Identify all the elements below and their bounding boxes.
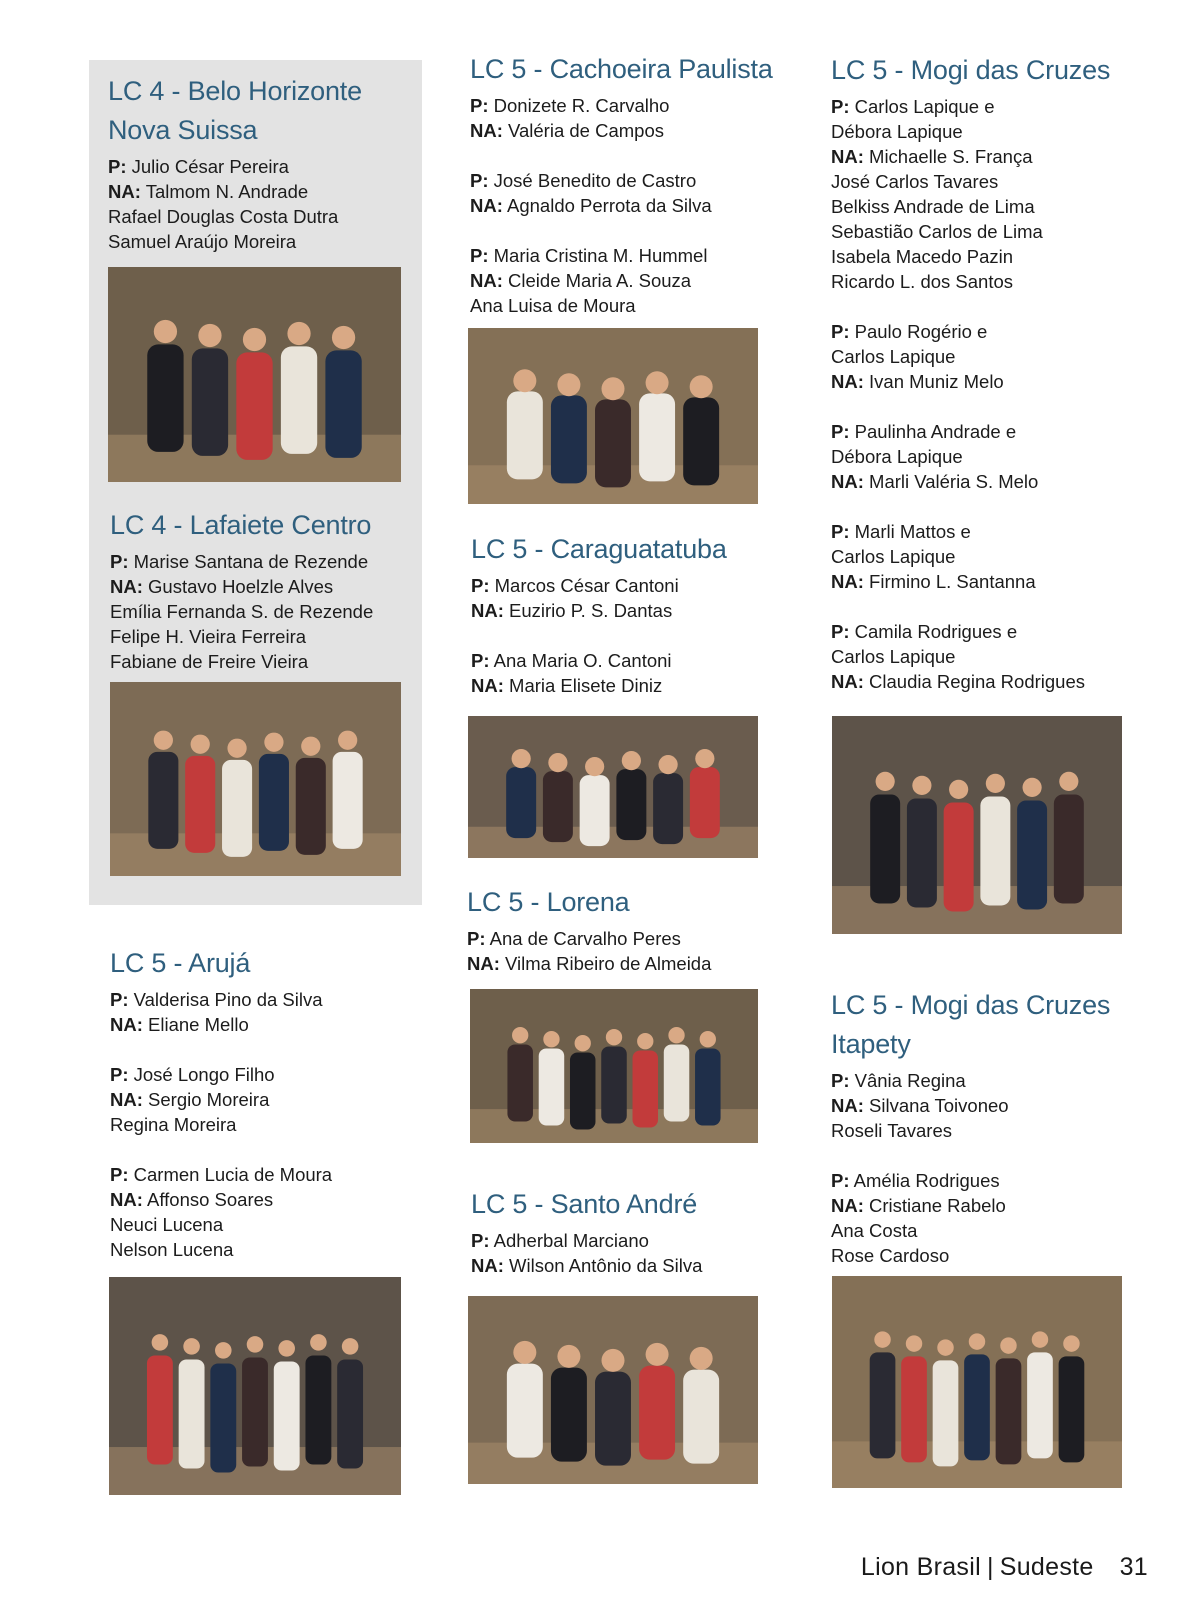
president-name-cont: Débora Lapique [831, 121, 963, 142]
president-label: P: [831, 421, 850, 442]
club-title-line: LC 5 - Cachoeira Paulista [470, 54, 773, 84]
president-label: P: [831, 521, 850, 542]
new-member-line [831, 144, 1151, 169]
president-name: Paulo Rogério e [854, 321, 988, 342]
member-group [831, 94, 1151, 294]
club-santo-andre [471, 1185, 791, 1278]
new-member-line [110, 1012, 410, 1037]
photo-cachoeira-paulista [468, 328, 758, 504]
new-member-label: NA: [831, 1195, 864, 1216]
member-group [110, 987, 410, 1037]
president-name: Julio César Pereira [131, 156, 289, 177]
member-groups [470, 93, 790, 318]
photo-aruja [109, 1277, 401, 1495]
new-member-label: NA: [470, 195, 503, 216]
new-member-line [470, 118, 790, 143]
new-member-line [108, 179, 408, 204]
new-member-name: Valéria de Campos [508, 120, 664, 141]
president-label: P: [467, 928, 486, 949]
member-name: Fabiane de Freire Vieira [110, 651, 309, 672]
president-line [110, 549, 410, 574]
member-group [831, 619, 1151, 694]
president-name: Carlos Lapique e [854, 96, 995, 117]
member-groups [110, 987, 410, 1262]
club-title [108, 72, 408, 150]
club-mogi-das-cruzes [831, 51, 1151, 694]
new-member-name: Maria Elisete Diniz [509, 675, 663, 696]
club-mogi-das-cruzes-itapety [831, 986, 1151, 1268]
new-member-line [471, 673, 791, 698]
new-member-name: Cleide Maria A. Souza [508, 270, 692, 291]
new-member-line [831, 1093, 1151, 1118]
club-title [110, 506, 410, 545]
club-title-line: LC 5 - Santo André [471, 1189, 698, 1219]
member-name: José Carlos Tavares [831, 171, 999, 192]
member-name: Ana Costa [831, 1220, 918, 1241]
president-line [831, 319, 1151, 344]
member-name: Sebastião Carlos de Lima [831, 221, 1043, 242]
new-member-line [470, 268, 790, 293]
president-name-cont: Débora Lapique [831, 446, 963, 467]
president-line [110, 987, 410, 1012]
footer-separator: | [986, 1553, 994, 1581]
member-name: Nelson Lucena [110, 1239, 234, 1260]
new-member-line [467, 951, 787, 976]
new-member-name: Vilma Ribeiro de Almeida [505, 953, 712, 974]
president-name: Ana Maria O. Cantoni [493, 650, 672, 671]
new-member-name: Sergio Moreira [148, 1089, 270, 1110]
new-member-name: Talmom N. Andrade [145, 181, 309, 202]
president-label: P: [831, 96, 850, 117]
new-member-label: NA: [110, 1189, 143, 1210]
president-line [831, 1168, 1151, 1193]
member-name: Samuel Araújo Moreira [108, 231, 297, 252]
president-label: P: [470, 245, 489, 266]
club-aruja [110, 944, 410, 1262]
club-title [831, 51, 1151, 90]
page-footer [861, 1553, 1148, 1582]
member-name: Emília Fernanda S. de Rezende [110, 601, 374, 622]
member-group [831, 419, 1151, 494]
president-name-cont: Carlos Lapique [831, 346, 956, 367]
president-line [831, 1068, 1151, 1093]
new-member-label: NA: [831, 471, 864, 492]
president-name: Donizete R. Carvalho [493, 95, 670, 116]
new-member-label: NA: [471, 675, 504, 696]
president-name: Adherbal Marciano [493, 1230, 649, 1251]
president-name: Vânia Regina [854, 1070, 966, 1091]
new-member-line [831, 1193, 1151, 1218]
member-group [110, 1162, 410, 1262]
member-groups [108, 154, 408, 254]
president-name: Maria Cristina M. Hummel [493, 245, 708, 266]
member-group [470, 168, 790, 218]
new-member-name: Silvana Toivoneo [869, 1095, 1009, 1116]
club-belo-horizonte-nova-suissa [108, 72, 408, 254]
president-name: Amélia Rodrigues [853, 1170, 1000, 1191]
president-label: P: [831, 1170, 850, 1191]
president-label: P: [108, 156, 127, 177]
photo-lorena [470, 989, 758, 1143]
photo-belo-horizonte [108, 267, 401, 482]
new-member-label: NA: [467, 953, 500, 974]
club-title-line: Nova Suissa [108, 115, 258, 145]
photo-mogi-das-cruzes [832, 716, 1122, 934]
publication-name: Lion Brasil [860, 1553, 981, 1581]
new-member-label: NA: [470, 120, 503, 141]
president-line [471, 648, 791, 673]
new-member-label: NA: [470, 270, 503, 291]
new-member-name: Firmino L. Santanna [869, 571, 1036, 592]
member-groups [471, 1228, 791, 1278]
president-name: Camila Rodrigues e [854, 621, 1018, 642]
member-name: Ricardo L. dos Santos [831, 271, 1014, 292]
new-member-name: Marli Valéria S. Melo [869, 471, 1039, 492]
club-title-line: LC 4 - Belo Horizonte [108, 76, 362, 106]
new-member-label: NA: [831, 671, 864, 692]
president-label: P: [831, 621, 850, 642]
president-line [831, 619, 1151, 644]
club-title [831, 986, 1151, 1064]
new-member-label: NA: [471, 600, 504, 621]
member-group [831, 1168, 1151, 1268]
member-group [470, 243, 790, 318]
member-name: Neuci Lucena [110, 1214, 224, 1235]
new-member-label: NA: [831, 371, 864, 392]
president-label: P: [470, 170, 489, 191]
club-title-line: LC 5 - Caraguatatuba [471, 534, 727, 564]
club-title [470, 50, 790, 89]
new-member-line [471, 598, 791, 623]
president-label: P: [471, 1230, 490, 1251]
club-title [110, 944, 410, 983]
photo-caraguatatuba [468, 716, 758, 858]
new-member-line [831, 369, 1151, 394]
new-member-line [831, 669, 1151, 694]
president-label: P: [110, 551, 129, 572]
member-groups [831, 1068, 1151, 1268]
member-groups [467, 926, 787, 976]
new-member-label: NA: [110, 1089, 143, 1110]
club-title-line: LC 4 - Lafaiete Centro [110, 510, 372, 540]
region-name: Sudeste [999, 1553, 1094, 1581]
club-title-line: LC 5 - Mogi das Cruzes [831, 55, 1111, 85]
president-name: Marcos César Cantoni [494, 575, 679, 596]
president-name: Marli Mattos e [854, 521, 971, 542]
member-group [831, 319, 1151, 394]
member-name: Regina Moreira [110, 1114, 237, 1135]
member-groups [110, 549, 410, 674]
photo-santo-andre [468, 1296, 758, 1484]
president-line [831, 419, 1151, 444]
new-member-label: NA: [110, 576, 143, 597]
club-title [471, 1185, 791, 1224]
photo-mogi-itapety [832, 1276, 1122, 1488]
new-member-line [110, 1187, 410, 1212]
new-member-name: Ivan Muniz Melo [869, 371, 1004, 392]
club-caraguatatuba [471, 530, 791, 698]
president-name: Valderisa Pino da Silva [133, 989, 323, 1010]
new-member-label: NA: [471, 1255, 504, 1276]
club-lorena [467, 883, 787, 976]
new-member-line [110, 1087, 410, 1112]
club-title-line: LC 5 - Arujá [110, 948, 251, 978]
club-title [471, 530, 791, 569]
president-label: P: [831, 1070, 850, 1091]
president-label: P: [471, 650, 490, 671]
new-member-line [471, 1253, 791, 1278]
club-title [467, 883, 787, 922]
new-member-name: Wilson Antônio da Silva [509, 1255, 703, 1276]
new-member-line [831, 469, 1151, 494]
president-name: Paulinha Andrade e [854, 421, 1017, 442]
member-group [470, 93, 790, 143]
president-label: P: [110, 1164, 129, 1185]
new-member-name: Euzirio P. S. Dantas [509, 600, 673, 621]
new-member-label: NA: [110, 1014, 143, 1035]
president-line [831, 519, 1151, 544]
new-member-line [831, 569, 1151, 594]
new-member-name: Claudia Regina Rodrigues [869, 671, 1085, 692]
new-member-name: Michaelle S. França [869, 146, 1033, 167]
page-number: 31 [1119, 1553, 1148, 1581]
president-label: P: [110, 989, 129, 1010]
president-name: José Longo Filho [133, 1064, 275, 1085]
member-name: Belkiss Andrade de Lima [831, 196, 1035, 217]
president-line [470, 243, 790, 268]
member-group [471, 573, 791, 623]
photo-lafaiete-centro [110, 682, 401, 876]
president-name: Ana de Carvalho Peres [489, 928, 681, 949]
president-line [470, 93, 790, 118]
new-member-name: Cristiane Rabelo [869, 1195, 1006, 1216]
member-name: Isabela Macedo Pazin [831, 246, 1014, 267]
president-line [467, 926, 787, 951]
new-member-label: NA: [831, 1095, 864, 1116]
president-label: P: [470, 95, 489, 116]
member-group [108, 154, 408, 254]
president-line [471, 573, 791, 598]
president-line [831, 94, 1151, 119]
member-groups [831, 94, 1151, 694]
president-label: P: [831, 321, 850, 342]
president-line [471, 1228, 791, 1253]
member-name: Rafael Douglas Costa Dutra [108, 206, 339, 227]
president-label: P: [471, 575, 490, 596]
new-member-label: NA: [831, 571, 864, 592]
member-group [831, 519, 1151, 594]
president-name: Marise Santana de Rezende [133, 551, 369, 572]
new-member-line [110, 574, 410, 599]
member-group [471, 1228, 791, 1278]
president-name-cont: Carlos Lapique [831, 546, 956, 567]
president-line [470, 168, 790, 193]
member-group [831, 1068, 1151, 1143]
member-name: Rose Cardoso [831, 1245, 950, 1266]
new-member-name: Affonso Soares [147, 1189, 274, 1210]
president-name-cont: Carlos Lapique [831, 646, 956, 667]
club-title-line: Itapety [831, 1029, 911, 1059]
new-member-label: NA: [108, 181, 141, 202]
president-label: P: [110, 1064, 129, 1085]
president-name: Carmen Lucia de Moura [133, 1164, 333, 1185]
president-line [110, 1062, 410, 1087]
member-group [471, 648, 791, 698]
member-group [467, 926, 787, 976]
club-title-line: LC 5 - Mogi das Cruzes [831, 990, 1111, 1020]
club-lafaiete-centro [110, 506, 410, 674]
member-name: Felipe H. Vieira Ferreira [110, 626, 307, 647]
new-member-name: Gustavo Hoelzle Alves [148, 576, 334, 597]
member-name: Roseli Tavares [831, 1120, 952, 1141]
new-member-line [470, 193, 790, 218]
club-cachoeira-paulista [470, 50, 790, 318]
new-member-label: NA: [831, 146, 864, 167]
member-group [110, 1062, 410, 1137]
new-member-name: Eliane Mello [148, 1014, 249, 1035]
member-name: Ana Luisa de Moura [470, 295, 636, 316]
new-member-name: Agnaldo Perrota da Silva [507, 195, 712, 216]
president-line [108, 154, 408, 179]
club-title-line: LC 5 - Lorena [467, 887, 630, 917]
member-groups [471, 573, 791, 698]
member-group [110, 549, 410, 674]
president-name: José Benedito de Castro [493, 170, 697, 191]
president-line [110, 1162, 410, 1187]
